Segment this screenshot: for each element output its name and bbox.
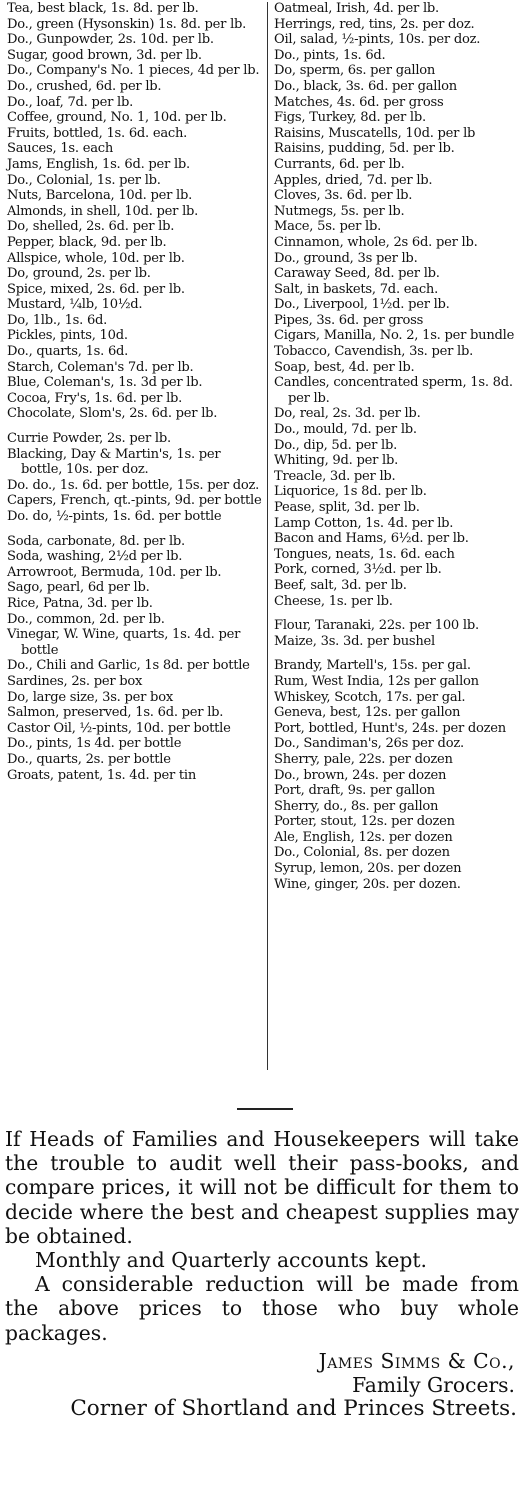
entry-spacer <box>7 422 265 431</box>
price-entry: Spice, mixed, 2s. 6d. per lb. <box>7 281 185 297</box>
price-entry: Fruits, bottled, 1s. 6d. each. <box>7 125 188 141</box>
price-entry: Cigars, Manilla, No. 2, 1s. per bundle <box>274 328 515 344</box>
price-entry: Ale, English, 12s. per dozen <box>274 829 453 845</box>
price-entry: Cheese, 1s. per lb. <box>274 593 393 609</box>
price-entry: Nuts, Barcelona, 10d. per lb. <box>7 188 193 204</box>
price-entry: Sauces, 1s. each <box>7 141 114 157</box>
price-entry: Caraway Seed, 8d. per lb. <box>274 266 440 282</box>
price-entry: Do., dip, 5d. per lb. <box>274 437 397 453</box>
price-entry: Liquorice, 1s 8d. per lb. <box>274 484 427 500</box>
price-entry: Maize, 3s. 3d. per bushel <box>274 633 435 649</box>
price-entry: Do., loaf, 7d. per lb. <box>7 94 134 110</box>
price-entry: Do, large size, 3s. per box <box>7 689 173 705</box>
entry-spacer <box>274 609 523 618</box>
price-entry: Figs, Turkey, 8d. per lb. <box>274 110 426 126</box>
price-entry: Oatmeal, Irish, 4d. per lb. <box>274 1 439 16</box>
price-entry: Sugar, good brown, 3d. per lb. <box>7 47 202 63</box>
price-entry: Pickles, pints, 10d. <box>7 328 128 344</box>
price-entry: Beef, salt, 3d. per lb. <box>274 577 407 593</box>
price-entry: Do., Colonial, 8s. per dozen <box>274 845 450 861</box>
price-entry: Sherry, pale, 22s. per dozen <box>274 751 453 767</box>
price-entry: Do. do, ½-pints, 1s. 6d. per bottle <box>7 509 222 524</box>
price-entry: Do., Colonial, 1s. per lb. <box>7 172 161 188</box>
price-entry: Pepper, black, 9d. per lb. <box>7 234 167 250</box>
price-entry: Blacking, Day & Martin's, 1s. per bottle, 10s. per doz. <box>7 446 221 478</box>
price-entry: Whiting, 9d. per lb. <box>274 453 398 469</box>
price-entry: Do., pints, 1s. 6d. <box>274 47 386 63</box>
price-entry: Groats, patent, 1s. 4d. per tin <box>7 767 197 783</box>
entry-spacer <box>274 649 523 658</box>
price-entry: Brandy, Martell's, 15s. per gal. <box>274 658 471 674</box>
price-entry: Cloves, 3s. 6d. per lb. <box>274 188 413 204</box>
price-entry: Do, 1lb., 1s. 6d. <box>7 312 108 328</box>
price-entry: Do., Liverpool, 1½d. per lb. <box>274 297 450 313</box>
price-entry: Syrup, lemon, 20s. per dozen <box>274 861 462 877</box>
price-entry: Soap, best, 4d. per lb. <box>274 359 415 375</box>
price-entry: Cinnamon, whole, 2s 6d. per lb. <box>274 234 478 250</box>
price-entry: Jams, English, 1s. 6d. per lb. <box>7 156 190 172</box>
price-entry: Lamp Cotton, 1s. 4d. per lb. <box>274 515 454 531</box>
price-entry: Coffee, ground, No. 1, 10d. per lb. <box>7 110 227 126</box>
price-entry: Starch, Coleman's 7d. per lb. <box>7 359 194 375</box>
price-entry: Oil, salad, ½-pints, 10s. per doz. <box>274 32 481 48</box>
price-entry: Cocoa, Fry's, 1s. 6d. per lb. <box>7 390 183 406</box>
column-divider <box>267 2 268 1070</box>
price-entry: Mace, 5s. per lb. <box>274 219 382 235</box>
price-entry: Currie Powder, 2s. per lb. <box>7 431 171 447</box>
price-entry: Do., green (Hysonskin) 1s. 8d. per lb. <box>7 16 247 32</box>
price-entry: Do., mould, 7d. per lb. <box>274 422 417 438</box>
price-entry: Sago, pearl, 6d per lb. <box>7 580 150 596</box>
price-entry: Do. do., 1s. 6d. per bottle, 15s. per doz. <box>7 477 260 493</box>
price-entry: Do., Gunpowder, 2s. 10d. per lb. <box>7 32 214 48</box>
discount-note: A considerable reduction will be made from the above prices to those who buy whole packages. <box>5 1272 519 1345</box>
entry-spacer <box>7 525 265 534</box>
price-entry: Soda, washing, 2½d per lb. <box>7 549 183 565</box>
price-entry: Allspice, whole, 10d. per lb. <box>7 250 185 266</box>
price-entry: Port, draft, 9s. per gallon <box>274 783 435 799</box>
price-entry: Pork, corned, 3½d. per lb. <box>274 562 442 578</box>
price-entry: Currants, 6d. per lb. <box>274 156 405 172</box>
price-entry: Almonds, in shell, 10d. per lb. <box>7 203 199 219</box>
price-entry: Do, sperm, 6s. per gallon <box>274 63 436 79</box>
price-entry: Do., pints, 1s 4d. per bottle <box>7 736 182 752</box>
price-entry: Candles, concentrated sperm, 1s. 8d. per lb. <box>274 375 513 406</box>
price-entry: Geneva, best, 12s. per gallon <box>274 705 461 721</box>
price-entry: Do., Company's No. 1 pieces, 4d per lb. <box>7 63 260 79</box>
price-entry: Porter, stout, 12s. per dozen <box>274 814 455 830</box>
firm-address: Corner of Shortland and Princes Streets. <box>70 1396 517 1422</box>
notice-paragraph: If Heads of Families and Housekeepers will take the trouble to audit well their pass-books, and compare prices, it will not be difficult for them to decide where the best and cheapest supplies may be obtained. <box>5 1127 519 1248</box>
price-entry: Sherry, do., 8s. per gallon <box>274 798 439 814</box>
price-entry: Do., quarts, 1s. 6d. <box>7 344 129 360</box>
right-price-column <box>274 1 523 892</box>
firm-trade: Family Grocers. <box>352 1373 515 1398</box>
price-entry: Do., brown, 24s. per dozen <box>274 767 447 783</box>
price-entry: Vinegar, W. Wine, quarts, 1s. 4d. per bottle <box>7 627 241 658</box>
price-entry: Tea, best black, 1s. 8d. per lb. <box>7 1 199 16</box>
price-entry: Soda, carbonate, 8d. per lb. <box>7 533 185 549</box>
notice-block <box>5 1127 519 1421</box>
price-entry: Salmon, preserved, 1s. 6d. per lb. <box>7 705 224 721</box>
price-entry: Raisins, Muscatells, 10d. per lb <box>274 125 476 141</box>
price-entry: Do., crushed, 6d. per lb. <box>7 78 162 94</box>
price-entry: Port, bottled, Hunt's, 24s. per dozen <box>274 720 506 736</box>
price-entry: Do., ground, 3s per lb. <box>274 250 418 266</box>
price-entry: Do, real, 2s. 3d. per lb. <box>274 406 421 422</box>
price-entry: Treacle, 3d. per lb. <box>274 468 396 484</box>
price-entry: Do., common, 2d. per lb. <box>7 611 165 627</box>
price-entry: Rice, Patna, 3d. per lb. <box>7 595 153 611</box>
price-entry: Do., Sandiman's, 26s per doz. <box>274 736 464 752</box>
price-entry: Tobacco, Cavendish, 3s. per lb. <box>274 344 474 360</box>
price-entry: Nutmegs, 5s. per lb. <box>274 203 405 219</box>
price-entry: Whiskey, Scotch, 17s. per gal. <box>274 689 466 705</box>
firm-name: James Simms & Co., <box>318 1348 515 1373</box>
price-entry: Pease, split, 3d. per lb. <box>274 500 420 515</box>
price-entry: Do., black, 3s. 6d. per gallon <box>274 78 457 94</box>
price-entry: Raisins, pudding, 5d. per lb. <box>274 141 455 157</box>
price-entry: Rum, West India, 12s per gallon <box>274 673 479 689</box>
price-entry: Mustard, ¼lb, 10½d. <box>7 297 143 313</box>
price-entry: Chocolate, Slom's, 2s. 6d. per lb. <box>7 406 218 422</box>
price-entry: Pipes, 3s. 6d. per gross <box>274 312 424 328</box>
price-entry: Arrowroot, Bermuda, 10d. per lb. <box>7 564 222 580</box>
price-entry: Blue, Coleman's, 1s. 3d per lb. <box>7 375 203 391</box>
price-entry: Wine, ginger, 20s. per dozen. <box>274 876 461 892</box>
price-entry: Apples, dried, 7d. per lb. <box>274 172 433 188</box>
price-entry: Capers, French, qt.-pints, 9d. per bottle <box>7 493 262 509</box>
price-entry: Flour, Taranaki, 22s. per 100 lb. <box>274 618 479 634</box>
price-entry: Herrings, red, tins, 2s. per doz. <box>274 16 475 32</box>
section-rule <box>237 1108 293 1110</box>
price-entry: Do., Chili and Garlic, 1s 8d. per bottle <box>7 658 250 674</box>
price-entry: Sardines, 2s. per box <box>7 673 143 689</box>
price-entry: Do., quarts, 2s. per bottle <box>7 751 171 767</box>
price-entry: Castor Oil, ½-pints, 10d. per bottle <box>7 720 231 736</box>
price-entry: Bacon and Hams, 6½d. per lb. <box>274 531 469 547</box>
price-entry: Salt, in baskets, 7d. each. <box>274 281 438 297</box>
accounts-note: Monthly and Quarterly accounts kept. <box>35 1248 427 1273</box>
price-entry: Tongues, neats, 1s. 6d. each <box>274 546 455 562</box>
price-entry: Do, ground, 2s. per lb. <box>7 266 151 282</box>
price-entry: Matches, 4s. 6d. per gross <box>274 94 444 110</box>
left-price-column <box>7 1 265 783</box>
price-entry: Do, shelled, 2s. 6d. per lb. <box>7 219 175 235</box>
